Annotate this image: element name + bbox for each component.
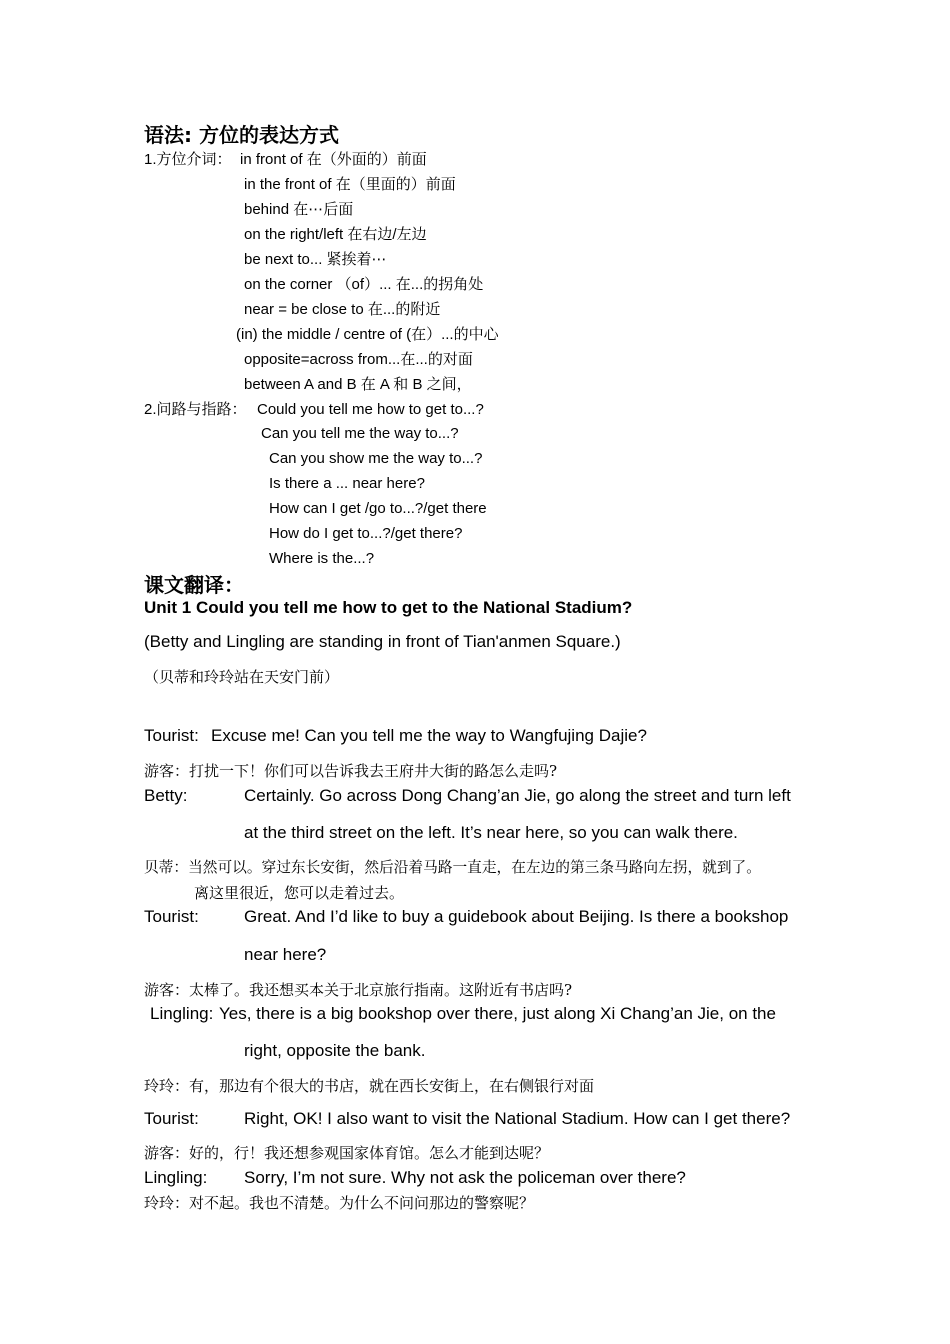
question-item: Can you tell me the way to...? xyxy=(261,425,459,442)
speaker-label: Lingling: xyxy=(150,1004,214,1023)
question-item: Is there a ... near here? xyxy=(269,475,425,492)
dialogue-text-en: Certainly. Go across Dong Chang’an Jie, go along the street and turn left xyxy=(244,786,791,805)
dialogue-text-en: Right, OK! I also want to visit the National Stadium. How can I get there? xyxy=(244,1109,791,1128)
dialogue-text-cn: 游客：太棒了。我还想买本关于北京旅行指南。这附近有书店吗? xyxy=(144,981,573,999)
dialogue-text-en-continued: right, opposite the bank. xyxy=(244,1041,426,1060)
preposition-item: between A and B 在 A 和 B 之间， xyxy=(244,376,472,393)
preposition-item: behind 在⋯后面 xyxy=(244,201,354,218)
translation-heading: 课文翻译： xyxy=(144,573,244,597)
section2-label: 2.问路与指路： xyxy=(144,401,247,418)
scene-description-en: (Betty and Lingling are standing in front of Tian'anmen Square.) xyxy=(144,632,621,651)
preposition-item: near = be close to 在...的附近 xyxy=(244,301,441,318)
question-item: Can you show me the way to...? xyxy=(269,450,483,467)
speaker-label: Betty: xyxy=(144,786,188,805)
dialogue-text-en-continued: at the third street on the left. It’s near here, so you can walk there. xyxy=(244,823,738,842)
unit-title: Unit 1 Could you tell me how to get to the National Stadium? xyxy=(144,598,633,617)
dialogue-text-cn: 玲玲：对不起。我也不清楚。为什么不问问那边的警察呢？ xyxy=(144,1194,535,1212)
dialogue-text-cn-continued: 离这里很近，您可以走着过去。 xyxy=(194,884,405,902)
preposition-item: in the front of 在（里面的）前面 xyxy=(244,176,456,193)
question-item: How do I get to...?/get there? xyxy=(269,525,463,542)
dialogue-text-en: Yes, there is a big bookshop over there, just along Xi Chang’an Jie, on the xyxy=(219,1004,776,1023)
preposition-item: opposite=across from...在...的对面 xyxy=(244,351,473,368)
preposition-item: on the right/left 在右边/左边 xyxy=(244,226,427,243)
dialogue-text-cn: 游客：好的，行！我还想参观国家体育馆。怎么才能到达呢？ xyxy=(144,1144,550,1162)
section1-label: 1.方位介词： xyxy=(144,151,232,168)
speaker-label: Lingling: xyxy=(144,1168,208,1187)
grammar-heading: 语法: 方位的表达方式 xyxy=(144,123,339,147)
speaker-label: Tourist: xyxy=(144,1109,199,1128)
dialogue-text-en: Sorry, I’m not sure. Why not ask the policeman over there? xyxy=(244,1168,686,1187)
scene-description-cn: （贝蒂和玲玲站在天安门前） xyxy=(144,668,340,686)
speaker-label: Tourist: xyxy=(144,907,199,926)
preposition-item: on the corner （of）... 在...的拐角处 xyxy=(244,276,484,293)
dialogue-text-en: Great. And I’d like to buy a guidebook about Beijing. Is there a bookshop xyxy=(244,907,789,926)
preposition-item: be next to... 紧挨着⋯ xyxy=(244,251,387,268)
dialogue-text-en: Excuse me! Can you tell me the way to Wangfujing Dajie? xyxy=(211,726,647,745)
question-item: How can I get /go to...?/get there xyxy=(269,500,487,517)
question-item: Could you tell me how to get to...? xyxy=(257,401,484,418)
dialogue-text-cn: 贝蒂：当然可以。穿过东长安街，然后沿着马路一直走，在左边的第三条马路向左拐，就到了。 xyxy=(144,859,761,876)
preposition-item: (in) the middle / centre of (在）...的中心 xyxy=(236,326,499,343)
dialogue-text-cn: 玲玲：有，那边有个很大的书店，就在西长安街上，在右侧银行对面 xyxy=(144,1077,595,1095)
dialogue-text-en-continued: near here? xyxy=(244,945,327,964)
preposition-item: in front of 在（外面的）前面 xyxy=(240,151,427,168)
question-item: Where is the...? xyxy=(269,550,375,567)
speaker-label: Tourist: xyxy=(144,726,199,745)
dialogue-text-cn: 游客：打扰一下！你们可以告诉我去王府井大街的路怎么走吗? xyxy=(144,762,558,780)
